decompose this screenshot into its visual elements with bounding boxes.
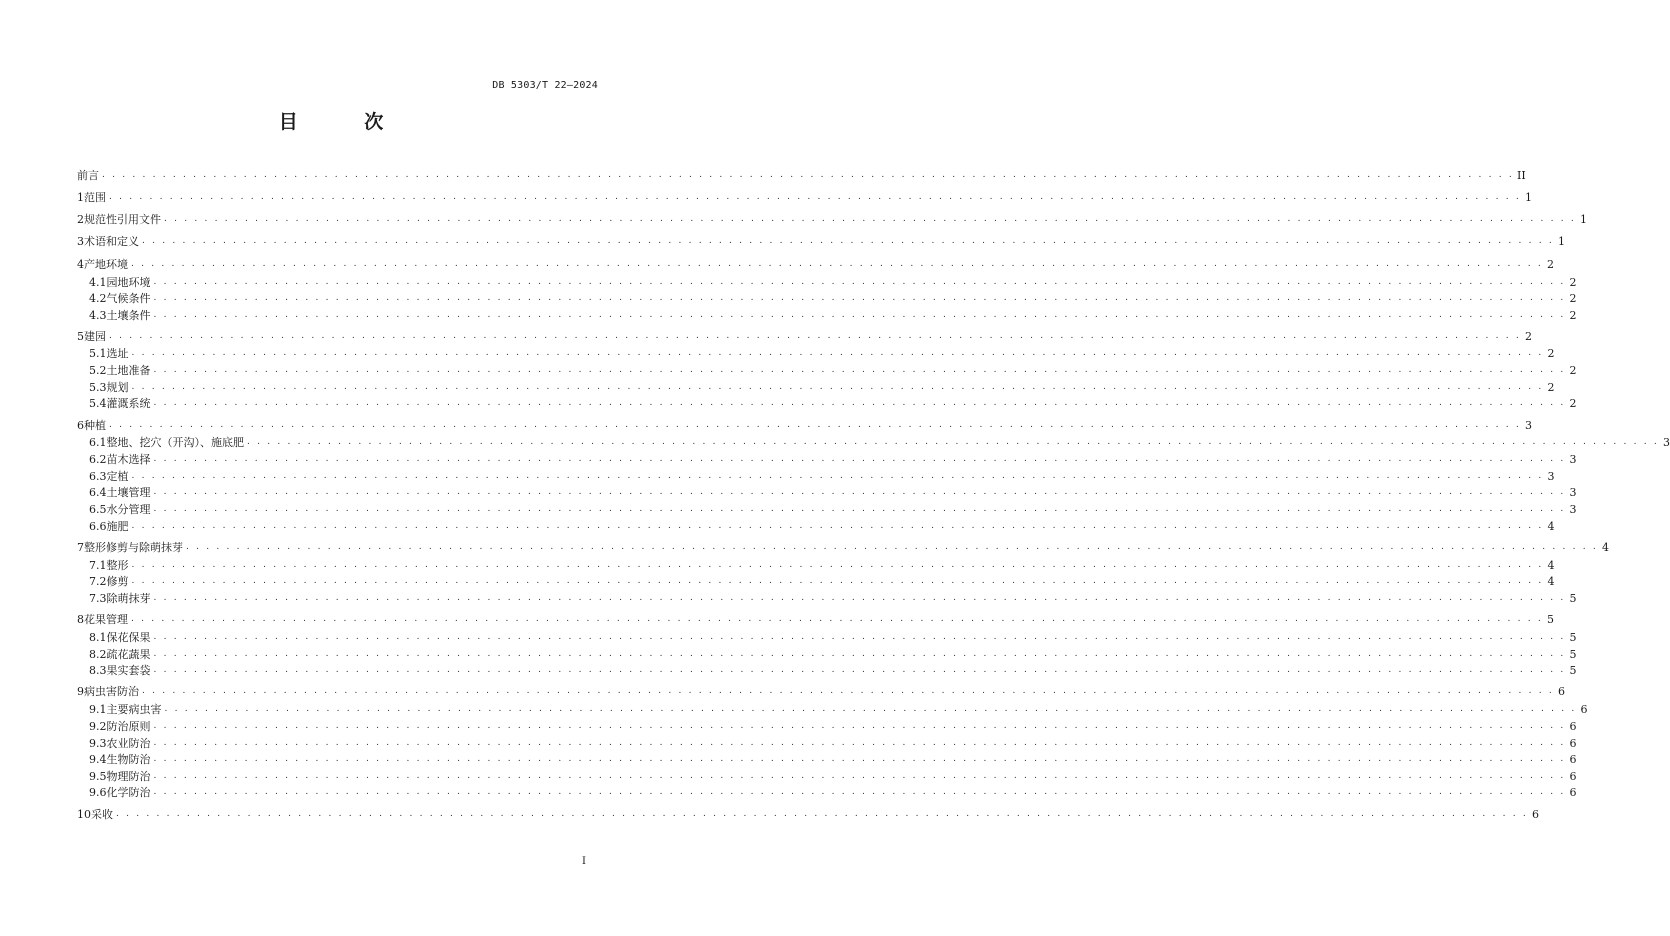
toc-entry-number: 1 bbox=[77, 190, 84, 204]
toc-entry-label: 气候条件 bbox=[106, 292, 151, 305]
toc-entry[interactable] bbox=[89, 751, 1577, 767]
toc-entry-number: 3 bbox=[77, 234, 84, 248]
toc-entry-label: 采收 bbox=[91, 808, 113, 821]
toc-dot-leader: . . . . . . . . . . . . . . . . . . . . . . . . . . . . . . . . . . . . . . . . . . . . . . . . . . . . . . . . . . . . . . . . . . . . . . . . . . . . . . . . . . . . . . . . . . . . . . . . . . . . . . . . . . . . . . . . . . . . . . . . . . . . . . . . . . . . . . . . . . . . bbox=[131, 614, 1543, 624]
toc-entry-page: 2 bbox=[1569, 275, 1577, 289]
toc-entry-page: 1 bbox=[1524, 190, 1532, 204]
toc-entry-label: 园地环境 bbox=[106, 276, 151, 289]
toc-entry-number: 6 bbox=[77, 418, 84, 432]
toc-entry-number: 5.4 bbox=[89, 396, 107, 410]
toc-entry[interactable] bbox=[77, 256, 1554, 272]
toc-dot-leader: . . . . . . . . . . . . . . . . . . . . . . . . . . . . . . . . . . . . . . . . . . . . . . . . . . . . . . . . . . . . . . . . . . . . . . . . . . . . . . . . . . . . . . . . . . . . . . . . . . . . . . . . . . . . . . . . . . . . . . . . . . . . . . . . . . . . . . . . . . . . bbox=[153, 454, 1566, 464]
toc-entry-number: 9.3 bbox=[89, 736, 107, 750]
toc-entry-page: 2 bbox=[1547, 380, 1555, 394]
toc-entry[interactable] bbox=[89, 701, 1588, 717]
toc-entry-page: 2 bbox=[1547, 346, 1555, 360]
toc-entry[interactable] bbox=[89, 718, 1577, 734]
toc-entry-label: 修剪 bbox=[106, 575, 129, 588]
toc-dot-leader: . . . . . . . . . . . . . . . . . . . . . . . . . . . . . . . . . . . . . . . . . . . . . . . . . . . . . . . . . . . . . . . . . . . . . . . . . . . . . . . . . . . . . . . . . . . . . . . . . . . . . . . . . . . . . . . . . . . . . . . . . . . . . . . . . . . . . . . . . . . . bbox=[109, 420, 1521, 430]
toc-entry-label: 种植 bbox=[84, 419, 106, 432]
toc-entry-label: 产地环境 bbox=[84, 258, 128, 271]
toc-entry-page: 2 bbox=[1524, 329, 1532, 343]
toc-entry-label: 土地准备 bbox=[106, 364, 151, 377]
toc-entry[interactable] bbox=[77, 189, 1532, 205]
toc-dot-leader: . . . . . . . . . . . . . . . . . . . . . . . . . . . . . . . . . . . . . . . . . . . . . . . . . . . . . . . . . . . . . . . . . . . . . . . . . . . . . . . . . . . . . . . . . . . . . . . . . . . . . . . . . . . . . . . . . . . . . . . . . . . . . . . . . . . . . . . . . . . . bbox=[153, 665, 1566, 675]
document-code: DB 5303/T 22—2024 bbox=[492, 80, 598, 91]
toc-entry-number: 6.2 bbox=[89, 452, 107, 466]
toc-dot-leader: . . . . . . . . . . . . . . . . . . . . . . . . . . . . . . . . . . . . . . . . . . . . . . . . . . . . . . . . . . . . . . . . . . . . . . . . . . . . . . . . . . . . . . . . . . . . . . . . . . . . . . . . . . . . . . . . . . . . . . . . . . . . . . . . . . . . . . . . . . . . bbox=[153, 310, 1566, 320]
toc-entry[interactable] bbox=[77, 539, 1609, 555]
toc-entry-page: 3 bbox=[1547, 469, 1555, 483]
toc-entry[interactable] bbox=[89, 629, 1577, 645]
toc-entry-label: 农业防治 bbox=[106, 737, 151, 750]
toc-entry-number: 6.4 bbox=[89, 485, 107, 499]
toc-entry-page: 2 bbox=[1569, 363, 1577, 377]
toc-entry-number: 7.1 bbox=[89, 558, 107, 572]
toc-entry[interactable] bbox=[77, 806, 1539, 822]
toc-entry-page: 1 bbox=[1579, 212, 1587, 226]
toc-dot-leader: . . . . . . . . . . . . . . . . . . . . . . . . . . . . . . . . . . . . . . . . . . . . . . . . . . . . . . . . . . . . . . . . . . . . . . . . . . . . . . . . . . . . . . . . . . . . . . . . . . . . . . . . . . . . . . . . . . . . . . . . . . . . . . . . . . . . . . . . . . . . bbox=[131, 348, 1544, 358]
toc-entry-page: 5 bbox=[1569, 647, 1577, 661]
toc-entry[interactable] bbox=[89, 379, 1555, 395]
toc-entry-page: 4 bbox=[1547, 574, 1555, 588]
toc-entry-label: 前言 bbox=[77, 169, 99, 182]
toc-dot-leader: . . . . . . . . . . . . . . . . . . . . . . . . . . . . . . . . . . . . . . . . . . . . . . . . . . . . . . . . . . . . . . . . . . . . . . . . . . . . . . . . . . . . . . . . . . . . . . . . . . . . . . . . . . . . . . . . . . . . . . . . . . . . . . . . . . . . . . . . . . . . bbox=[153, 771, 1566, 781]
toc-entry-page: 1 bbox=[1557, 234, 1565, 248]
toc-dot-leader: . . . . . . . . . . . . . . . . . . . . . . . . . . . . . . . . . . . . . . . . . . . . . . . . . . . . . . . . . . . . . . . . . . . . . . . . . . . . . . . . . . . . . . . . . . . . . . . . . . . . . . . . . . . . . . . . . . . . . . . . . . . . . . . . . . . . . . . . . . . . bbox=[131, 382, 1544, 392]
toc-entry-number: 6.1 bbox=[89, 435, 107, 449]
toc-dot-leader: . . . . . . . . . . . . . . . . . . . . . . . . . . . . . . . . . . . . . . . . . . . . . . . . . . . . . . . . . . . . . . . . . . . . . . . . . . . . . . . . . . . . . . . . . . . . . . . . . . . . . . . . . . . . . . . . . . . . . . . . . . . . . . . . . . . . . . . . . . . . bbox=[131, 259, 1543, 269]
toc-entry-label: 花果管理 bbox=[84, 613, 128, 626]
toc-entry-number: 4.2 bbox=[89, 291, 107, 305]
toc-entry[interactable] bbox=[89, 395, 1577, 411]
toc-entry[interactable] bbox=[77, 211, 1587, 227]
toc-entry-number: 6.5 bbox=[89, 502, 107, 516]
toc-entry-number: 4.3 bbox=[89, 308, 107, 322]
toc-entry-label: 除萌抹芽 bbox=[106, 592, 151, 605]
toc-entry[interactable] bbox=[89, 573, 1555, 589]
toc-entry-page: 4 bbox=[1547, 558, 1555, 572]
toc-entry[interactable] bbox=[89, 290, 1577, 306]
toc-entry-label: 灌溉系统 bbox=[106, 397, 151, 410]
toc-dot-leader: . . . . . . . . . . . . . . . . . . . . . . . . . . . . . . . . . . . . . . . . . . . . . . . . . . . . . . . . . . . . . . . . . . . . . . . . . . . . . . . . . . . . . . . . . . . . . . . . . . . . . . . . . . . . . . . . . . . . . . . . . . . . . . . . . . . . . . . . . . . . bbox=[153, 721, 1566, 731]
toc-entry-page: 5 bbox=[1569, 591, 1577, 605]
toc-entry-page: 6 bbox=[1531, 807, 1539, 821]
toc-entry[interactable] bbox=[89, 274, 1577, 290]
toc-dot-leader: . . . . . . . . . . . . . . . . . . . . . . . . . . . . . . . . . . . . . . . . . . . . . . . . . . . . . . . . . . . . . . . . . . . . . . . . . . . . . . . . . . . . . . . . . . . . . . . . . . . . . . . . . . . . . . . . . . . . . . . . . . . . . . . . . . . . . . . . . . . . bbox=[109, 192, 1521, 202]
toc-entry-number: 7.3 bbox=[89, 591, 107, 605]
toc-entry-page: 3 bbox=[1569, 502, 1577, 516]
toc-entry[interactable] bbox=[89, 768, 1577, 784]
toc-entry-number: 9.2 bbox=[89, 719, 107, 733]
toc-dot-leader: . . . . . . . . . . . . . . . . . . . . . . . . . . . . . . . . . . . . . . . . . . . . . . . . . . . . . . . . . . . . . . . . . . . . . . . . . . . . . . . . . . . . . . . . . . . . . . . . . . . . . . . . . . . . . . . . . . . . . . . . . . . . . . . . . . . . . . . . . . . . bbox=[131, 521, 1544, 531]
toc-dot-leader: . . . . . . . . . . . . . . . . . . . . . . . . . . . . . . . . . . . . . . . . . . . . . . . . . . . . . . . . . . . . . . . . . . . . . . . . . . . . . . . . . . . . . . . . . . . . . . . . . . . . . . . . . . . . . . . . . . . . . . . . . . . . . . . . . . . . . . . . . . . . bbox=[153, 293, 1566, 303]
toc-dot-leader: . . . . . . . . . . . . . . . . . . . . . . . . . . . . . . . . . . . . . . . . . . . . . . . . . . . . . . . . . . . . . . . . . . . . . . . . . . . . . . . . . . . . . . . . . . . . . . . . . . . . . . . . . . . . . . . . . . . . . . . . . . . . . . . . . . . . . . . . . . . . bbox=[153, 738, 1566, 748]
toc-entry[interactable] bbox=[89, 307, 1577, 323]
toc-entry-page: 5 bbox=[1569, 663, 1577, 677]
toc-entry[interactable] bbox=[89, 557, 1555, 573]
toc-entry[interactable] bbox=[89, 501, 1577, 517]
toc-entry-label: 防治原则 bbox=[106, 720, 151, 733]
toc-dot-leader: . . . . . . . . . . . . . . . . . . . . . . . . . . . . . . . . . . . . . . . . . . . . . . . . . . . . . . . . . . . . . . . . . . . . . . . . . . . . . . . . . . . . . . . . . . . . . . . . . . . . . . . . . . . . . . . . . . . . . . . . . . . . . . . . . . . . . . . . . . . . bbox=[153, 787, 1566, 797]
toc-entry-label: 土壤条件 bbox=[106, 309, 151, 322]
toc-entry[interactable] bbox=[77, 328, 1532, 344]
toc-dot-leader: . . . . . . . . . . . . . . . . . . . . . . . . . . . . . . . . . . . . . . . . . . . . . . . . . . . . . . . . . . . . . . . . . . . . . . . . . . . . . . . . . . . . . . . . . . . . . . . . . . . . . . . . . . . . . . . . . . . . . . . . . . . . . . . . . . . . . . . . . . . . bbox=[109, 331, 1521, 341]
toc-entry-number: 5.2 bbox=[89, 363, 107, 377]
toc-entry-page: 6 bbox=[1569, 719, 1577, 733]
toc-entry-page: 3 bbox=[1524, 418, 1532, 432]
toc-entry[interactable] bbox=[89, 518, 1555, 534]
toc-entry-label: 术语和定义 bbox=[84, 235, 139, 248]
toc-entry-label: 定植 bbox=[106, 470, 129, 483]
toc-dot-leader: . . . . . . . . . . . . . . . . . . . . . . . . . . . . . . . . . . . . . . . . . . . . . . . . . . . . . . . . . . . . . . . . . . . . . . . . . . . . . . . . . . . . . . . . . . . . . . . . . . . . . . . . . . . . . . . . . . . . . . . . . . . . . . . . . . . . . . . . . . . . bbox=[153, 277, 1566, 287]
toc-entry[interactable] bbox=[89, 590, 1577, 606]
toc-entry-page: 3 bbox=[1662, 435, 1670, 449]
toc-entry-label: 水分管理 bbox=[106, 503, 151, 516]
toc-entry-number: 5.3 bbox=[89, 380, 107, 394]
toc-dot-leader: . . . . . . . . . . . . . . . . . . . . . . . . . . . . . . . . . . . . . . . . . . . . . . . . . . . . . . . . . . . . . . . . . . . . . . . . . . . . . . . . . . . . . . . . . . . . . . . . . . . . . . . . . . . . . . . . . . . . . . . . . . . . . . . . . . . . . . . . . . . . bbox=[164, 214, 1576, 224]
toc-dot-leader: . . . . . . . . . . . . . . . . . . . . . . . . . . . . . . . . . . . . . . . . . . . . . . . . . . . . . . . . . . . . . . . . . . . . . . . . . . . . . . . . . . . . . . . . . . . . . . . . . . . . . . . . . . . . . . . . . . . . . . . . . . . . . . . . . . . . . . . . . . . . bbox=[153, 365, 1566, 375]
toc-entry-label: 规范性引用文件 bbox=[84, 213, 161, 226]
toc-entry-number: 4 bbox=[77, 257, 84, 271]
toc-entry-label: 保花保果 bbox=[106, 631, 151, 644]
toc-entry-label: 建园 bbox=[84, 330, 106, 343]
toc-entry-page: 6 bbox=[1569, 769, 1577, 783]
toc-entry-label: 范围 bbox=[84, 191, 106, 204]
toc-entry[interactable] bbox=[77, 683, 1565, 699]
toc-entry-number: 9.5 bbox=[89, 769, 107, 783]
toc-entry-label: 果实套袋 bbox=[106, 664, 151, 677]
toc-entry-page: 5 bbox=[1546, 612, 1554, 626]
toc-dot-leader: . . . . . . . . . . . . . . . . . . . . . . . . . . . . . . . . . . . . . . . . . . . . . . . . . . . . . . . . . . . . . . . . . . . . . . . . . . . . . . . . . . . . . . . . . . . . . . . . . . . . . . . . . . . . . . . . . . . . . . . . . . . . . . . . . . . . . . . . . . . . bbox=[142, 236, 1554, 246]
toc-entry-label: 整形 bbox=[106, 559, 129, 572]
toc-entry-number: 9.1 bbox=[89, 702, 107, 716]
toc-entry[interactable] bbox=[89, 646, 1577, 662]
toc-entry[interactable] bbox=[89, 362, 1577, 378]
toc-entry[interactable] bbox=[77, 167, 1526, 183]
toc-dot-leader: . . . . . . . . . . . . . . . . . . . . . . . . . . . . . . . . . . . . . . . . . . . . . . . . . . . . . . . . . . . . . . . . . . . . . . . . . . . . . . . . . . . . . . . . . . . . . . . . . . . . . . . . . . . . . . . . . . . . . . . . . . . . . . . . . . . . . . . . . . . . bbox=[164, 704, 1577, 714]
toc-entry[interactable] bbox=[89, 468, 1555, 484]
page-number: I bbox=[582, 856, 586, 867]
toc-entry[interactable] bbox=[89, 662, 1577, 678]
toc-entry-page: 2 bbox=[1569, 396, 1577, 410]
toc-entry-page: 2 bbox=[1569, 291, 1577, 305]
toc-entry-number: 10 bbox=[77, 807, 91, 821]
toc-entry[interactable] bbox=[89, 735, 1577, 751]
toc-entry-label: 土壤管理 bbox=[106, 486, 151, 499]
toc-entry[interactable] bbox=[77, 233, 1565, 249]
toc-entry-number: 7 bbox=[77, 540, 84, 554]
toc-entry-number: 9.6 bbox=[89, 785, 107, 799]
toc-entry-label: 生物防治 bbox=[106, 753, 151, 766]
toc-dot-leader: . . . . . . . . . . . . . . . . . . . . . . . . . . . . . . . . . . . . . . . . . . . . . . . . . . . . . . . . . . . . . . . . . . . . . . . . . . . . . . . . . . . . . . . . . . . . . . . . . . . . . . . . . . . . . . . . . . . . . . . . . . . . . . . . . . . . . . . . . . . . bbox=[102, 170, 1514, 180]
toc-entry[interactable] bbox=[77, 611, 1554, 627]
toc-entry-page: II bbox=[1516, 168, 1526, 182]
toc-entry-number: 2 bbox=[77, 212, 84, 226]
toc-entry-page: 2 bbox=[1569, 308, 1577, 322]
toc-entry[interactable] bbox=[89, 434, 1670, 450]
toc-entry-number: 8 bbox=[77, 612, 84, 626]
toc-entry-page: 4 bbox=[1547, 519, 1555, 533]
toc-entry-number: 5.1 bbox=[89, 346, 107, 360]
toc-entry-number: 6.3 bbox=[89, 469, 107, 483]
toc-dot-leader: . . . . . . . . . . . . . . . . . . . . . . . . . . . . . . . . . . . . . . . . . . . . . . . . . . . . . . . . . . . . . . . . . . . . . . . . . . . . . . . . . . . . . . . . . . . . . . . . . . . . . . . . . . . . . . . . . . . . . . . . . . . . . . . . . . . . . . . . . . . . bbox=[153, 398, 1566, 408]
toc-entry-label: 苗木选择 bbox=[106, 453, 151, 466]
toc-entry[interactable] bbox=[89, 451, 1577, 467]
toc-entry-number: 4.1 bbox=[89, 275, 107, 289]
toc-entry-label: 主要病虫害 bbox=[106, 703, 162, 716]
toc-dot-leader: . . . . . . . . . . . . . . . . . . . . . . . . . . . . . . . . . . . . . . . . . . . . . . . . . . . . . . . . . . . . . . . . . . . . . . . . . . . . . . . . . . . . . . . . . . . . . . . . . . . . . . . . . . . . . . . . . . . . . . . . . . . . . . . . . . . . . . . . . . . . bbox=[153, 632, 1566, 642]
toc-entry-page: 6 bbox=[1580, 702, 1588, 716]
toc-entry-label: 病虫害防治 bbox=[84, 685, 139, 698]
toc-dot-leader: . . . . . . . . . . . . . . . . . . . . . . . . . . . . . . . . . . . . . . . . . . . . . . . . . . . . . . . . . . . . . . . . . . . . . . . . . . . . . . . . . . . . . . . . . . . . . . . . . . . . . . . . . . . . . . . . . . . . . . . . . . . . . . . . . . . . . . . . . . . . bbox=[153, 593, 1566, 603]
toc-entry-page: 6 bbox=[1557, 684, 1565, 698]
toc-entry-label: 物理防治 bbox=[106, 770, 151, 783]
toc-dot-leader: . . . . . . . . . . . . . . . . . . . . . . . . . . . . . . . . . . . . . . . . . . . . . . . . . . . . . . . . . . . . . . . . . . . . . . . . . . . . . . . . . . . . . . . . . . . . . . . . . . . . . . . . . . . . . . . . . . . . . . . . . . . . . . . . . . . . . . . . . . . . bbox=[131, 560, 1544, 570]
toc-entry[interactable] bbox=[89, 345, 1555, 361]
toc-entry-number: 9.4 bbox=[89, 752, 107, 766]
toc-entry-label: 整地、挖穴（开沟）、施底肥 bbox=[106, 436, 244, 449]
toc-entry-page: 6 bbox=[1569, 736, 1577, 750]
toc-entry-number: 7.2 bbox=[89, 574, 107, 588]
toc-entry-page: 5 bbox=[1569, 630, 1577, 644]
toc-entry-page: 4 bbox=[1601, 540, 1609, 554]
toc-entry-number: 8.3 bbox=[89, 663, 107, 677]
toc-dot-leader: . . . . . . . . . . . . . . . . . . . . . . . . . . . . . . . . . . . . . . . . . . . . . . . . . . . . . . . . . . . . . . . . . . . . . . . . . . . . . . . . . . . . . . . . . . . . . . . . . . . . . . . . . . . . . . . . . . . . . . . . . . . . . . . . . . . . . . . . . . . . bbox=[131, 471, 1544, 481]
toc-dot-leader: . . . . . . . . . . . . . . . . . . . . . . . . . . . . . . . . . . . . . . . . . . . . . . . . . . . . . . . . . . . . . . . . . . . . . . . . . . . . . . . . . . . . . . . . . . . . . . . . . . . . . . . . . . . . . . . . . . . . . . . . . . . . . . . . . . . . . . . . . . . . bbox=[116, 809, 1528, 819]
toc-entry-label: 化学防治 bbox=[106, 786, 151, 799]
toc-entry-label: 整形修剪与除萌抹芽 bbox=[84, 541, 183, 554]
toc-entry-number: 5 bbox=[77, 329, 84, 343]
toc-entry[interactable] bbox=[77, 417, 1532, 433]
toc-dot-leader: . . . . . . . . . . . . . . . . . . . . . . . . . . . . . . . . . . . . . . . . . . . . . . . . . . . . . . . . . . . . . . . . . . . . . . . . . . . . . . . . . . . . . . . . . . . . . . . . . . . . . . . . . . . . . . . . . . . . . . . . . . . . . . . . . . . . . . . . . . . . bbox=[247, 437, 1659, 447]
toc-dot-leader: . . . . . . . . . . . . . . . . . . . . . . . . . . . . . . . . . . . . . . . . . . . . . . . . . . . . . . . . . . . . . . . . . . . . . . . . . . . . . . . . . . . . . . . . . . . . . . . . . . . . . . . . . . . . . . . . . . . . . . . . . . . . . . . . . . . . . . . . . . . . bbox=[186, 542, 1598, 552]
toc-entry-label: 选址 bbox=[106, 347, 129, 360]
toc-entry-label: 规划 bbox=[106, 381, 129, 394]
toc-entry-page: 3 bbox=[1569, 485, 1577, 499]
toc-entry-label: 施肥 bbox=[106, 520, 129, 533]
toc-entry-number: 8.2 bbox=[89, 647, 107, 661]
toc-entry[interactable] bbox=[89, 484, 1577, 500]
toc-dot-leader: . . . . . . . . . . . . . . . . . . . . . . . . . . . . . . . . . . . . . . . . . . . . . . . . . . . . . . . . . . . . . . . . . . . . . . . . . . . . . . . . . . . . . . . . . . . . . . . . . . . . . . . . . . . . . . . . . . . . . . . . . . . . . . . . . . . . . . . . . . . . bbox=[153, 504, 1566, 514]
toc-entry-number: 8.1 bbox=[89, 630, 107, 644]
toc-dot-leader: . . . . . . . . . . . . . . . . . . . . . . . . . . . . . . . . . . . . . . . . . . . . . . . . . . . . . . . . . . . . . . . . . . . . . . . . . . . . . . . . . . . . . . . . . . . . . . . . . . . . . . . . . . . . . . . . . . . . . . . . . . . . . . . . . . . . . . . . . . . . bbox=[153, 649, 1566, 659]
toc-dot-leader: . . . . . . . . . . . . . . . . . . . . . . . . . . . . . . . . . . . . . . . . . . . . . . . . . . . . . . . . . . . . . . . . . . . . . . . . . . . . . . . . . . . . . . . . . . . . . . . . . . . . . . . . . . . . . . . . . . . . . . . . . . . . . . . . . . . . . . . . . . . . bbox=[142, 686, 1554, 696]
toc-entry-number: 9 bbox=[77, 684, 84, 698]
toc-dot-leader: . . . . . . . . . . . . . . . . . . . . . . . . . . . . . . . . . . . . . . . . . . . . . . . . . . . . . . . . . . . . . . . . . . . . . . . . . . . . . . . . . . . . . . . . . . . . . . . . . . . . . . . . . . . . . . . . . . . . . . . . . . . . . . . . . . . . . . . . . . . . bbox=[153, 754, 1566, 764]
toc-entry-page: 2 bbox=[1546, 257, 1554, 271]
toc-entry-page: 6 bbox=[1569, 752, 1577, 766]
toc-entry-number: 6.6 bbox=[89, 519, 107, 533]
toc-entry[interactable] bbox=[89, 784, 1577, 800]
toc-entry-page: 6 bbox=[1569, 785, 1577, 799]
toc-dot-leader: . . . . . . . . . . . . . . . . . . . . . . . . . . . . . . . . . . . . . . . . . . . . . . . . . . . . . . . . . . . . . . . . . . . . . . . . . . . . . . . . . . . . . . . . . . . . . . . . . . . . . . . . . . . . . . . . . . . . . . . . . . . . . . . . . . . . . . . . . . . . bbox=[131, 576, 1544, 586]
toc-dot-leader: . . . . . . . . . . . . . . . . . . . . . . . . . . . . . . . . . . . . . . . . . . . . . . . . . . . . . . . . . . . . . . . . . . . . . . . . . . . . . . . . . . . . . . . . . . . . . . . . . . . . . . . . . . . . . . . . . . . . . . . . . . . . . . . . . . . . . . . . . . . . bbox=[153, 487, 1566, 497]
toc-list bbox=[77, 0, 1670, 936]
toc-entry-page: 3 bbox=[1569, 452, 1577, 466]
toc-title: 目 次 bbox=[278, 111, 414, 133]
toc-entry-label: 疏花蔬果 bbox=[106, 648, 151, 661]
